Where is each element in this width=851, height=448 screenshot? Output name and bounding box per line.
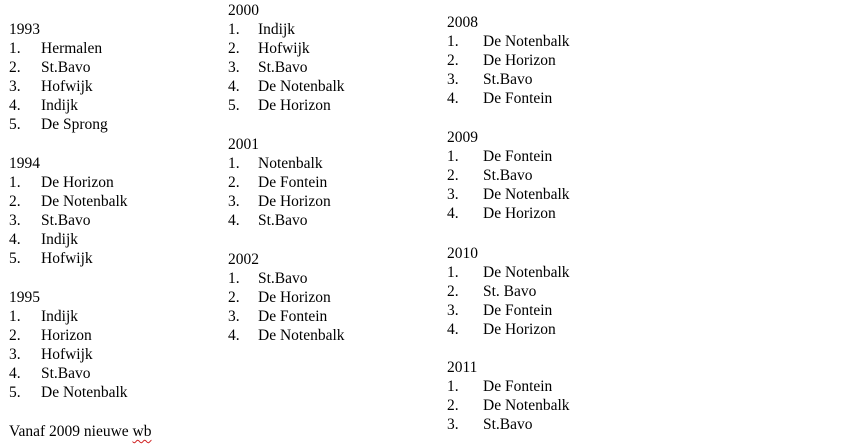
school-name: De Notenbalk	[483, 33, 570, 50]
school-name: St. Bavo	[483, 283, 537, 300]
list-number: 2.	[9, 59, 21, 76]
school-name: Indijk	[41, 308, 79, 325]
list-number: 3.	[9, 78, 21, 95]
school-name: De Fontein	[483, 90, 553, 107]
list-number: 2.	[447, 397, 459, 414]
list-number: 2.	[9, 193, 21, 210]
list-number: 1.	[447, 264, 459, 281]
year-heading: 2009	[447, 129, 478, 146]
list-number: 2.	[228, 289, 240, 306]
year-heading: 2002	[228, 251, 259, 268]
list-number: 2.	[447, 52, 459, 69]
list-number: 4.	[228, 78, 240, 95]
school-name: De Horizon	[258, 193, 331, 210]
list-number: 2.	[228, 40, 240, 57]
list-number: 4.	[228, 212, 240, 229]
school-name: Hofwijk	[258, 40, 310, 57]
school-name: Indijk	[41, 97, 79, 114]
school-name: De Fontein	[483, 378, 553, 395]
list-number: 3.	[228, 59, 240, 76]
list-number: 3.	[9, 346, 21, 363]
school-name: De Notenbalk	[258, 78, 345, 95]
school-name: Hofwijk	[41, 78, 93, 95]
list-number: 4.	[447, 90, 459, 107]
list-number: 1.	[447, 148, 459, 165]
school-name: St.Bavo	[258, 212, 308, 229]
list-number: 1.	[447, 378, 459, 395]
list-number: 3.	[228, 193, 240, 210]
list-number: 2.	[228, 174, 240, 191]
school-name: De Sprong	[41, 116, 108, 133]
school-name: Hermalen	[41, 40, 103, 57]
school-name: De Notenbalk	[41, 193, 128, 210]
school-name: De Horizon	[483, 321, 556, 338]
list-number: 2.	[447, 283, 459, 300]
school-name: De Notenbalk	[483, 186, 570, 203]
school-name: St.Bavo	[41, 212, 91, 229]
school-name: De Fontein	[483, 148, 553, 165]
list-number: 3.	[228, 308, 240, 325]
list-number: 4.	[447, 321, 459, 338]
list-number: 5.	[9, 250, 21, 267]
list-number: 4.	[9, 365, 21, 382]
list-number: 1.	[228, 155, 240, 172]
year-heading: 2000	[228, 2, 259, 19]
list-number: 4.	[9, 231, 21, 248]
list-number: 4.	[9, 97, 21, 114]
school-name: De Notenbalk	[483, 397, 570, 414]
footnote-text: Vanaf 2009 nieuwe	[9, 423, 133, 440]
year-heading: 2001	[228, 136, 259, 153]
list-number: 3.	[447, 302, 459, 319]
list-number: 3.	[447, 71, 459, 88]
spellcheck-word[interactable]: wb	[132, 423, 152, 440]
school-name: Indijk	[258, 21, 296, 38]
school-name: De Fontein	[258, 174, 328, 191]
school-name: St.Bavo	[258, 59, 308, 76]
school-name: De Fontein	[258, 308, 328, 325]
school-name: De Horizon	[483, 205, 556, 222]
school-name: St.Bavo	[41, 59, 91, 76]
school-name: De Horizon	[258, 289, 331, 306]
list-number: 5.	[9, 116, 21, 133]
school-name: Hofwijk	[41, 346, 93, 363]
school-name: St.Bavo	[483, 71, 533, 88]
list-number: 4.	[447, 205, 459, 222]
school-name: De Horizon	[41, 174, 114, 191]
school-name: De Horizon	[258, 97, 331, 114]
school-name: St.Bavo	[258, 270, 308, 287]
list-number: 3.	[447, 416, 459, 433]
school-name: Notenbalk	[258, 155, 323, 172]
list-number: 5.	[9, 384, 21, 401]
school-name: St.Bavo	[483, 167, 533, 184]
list-number: 3.	[447, 186, 459, 203]
list-number: 1.	[228, 21, 240, 38]
list-number: 2.	[447, 167, 459, 184]
year-heading: 1995	[9, 289, 40, 306]
list-number: 4.	[228, 327, 240, 344]
school-name: De Notenbalk	[258, 327, 345, 344]
list-number: 1.	[447, 33, 459, 50]
list-number: 1.	[228, 270, 240, 287]
year-heading: 1993	[9, 21, 40, 38]
school-name: St.Bavo	[41, 365, 91, 382]
list-number: 2.	[9, 327, 21, 344]
year-heading: 2010	[447, 245, 478, 262]
list-number: 1.	[9, 40, 21, 57]
footnote	[9, 422, 151, 441]
school-name: De Horizon	[483, 52, 556, 69]
school-name: Indijk	[41, 231, 79, 248]
school-name: De Notenbalk	[41, 384, 128, 401]
list-number: 3.	[9, 212, 21, 229]
school-name: Horizon	[41, 327, 92, 344]
list-number: 5.	[228, 97, 240, 114]
school-name: Hofwijk	[41, 250, 93, 267]
list-number: 1.	[9, 174, 21, 191]
year-heading: 2008	[447, 14, 478, 31]
year-heading: 1994	[9, 155, 40, 172]
school-name: De Fontein	[483, 302, 553, 319]
school-name: De Notenbalk	[483, 264, 570, 281]
year-heading: 2011	[447, 359, 478, 376]
list-number: 1.	[9, 308, 21, 325]
school-name: St.Bavo	[483, 416, 533, 433]
